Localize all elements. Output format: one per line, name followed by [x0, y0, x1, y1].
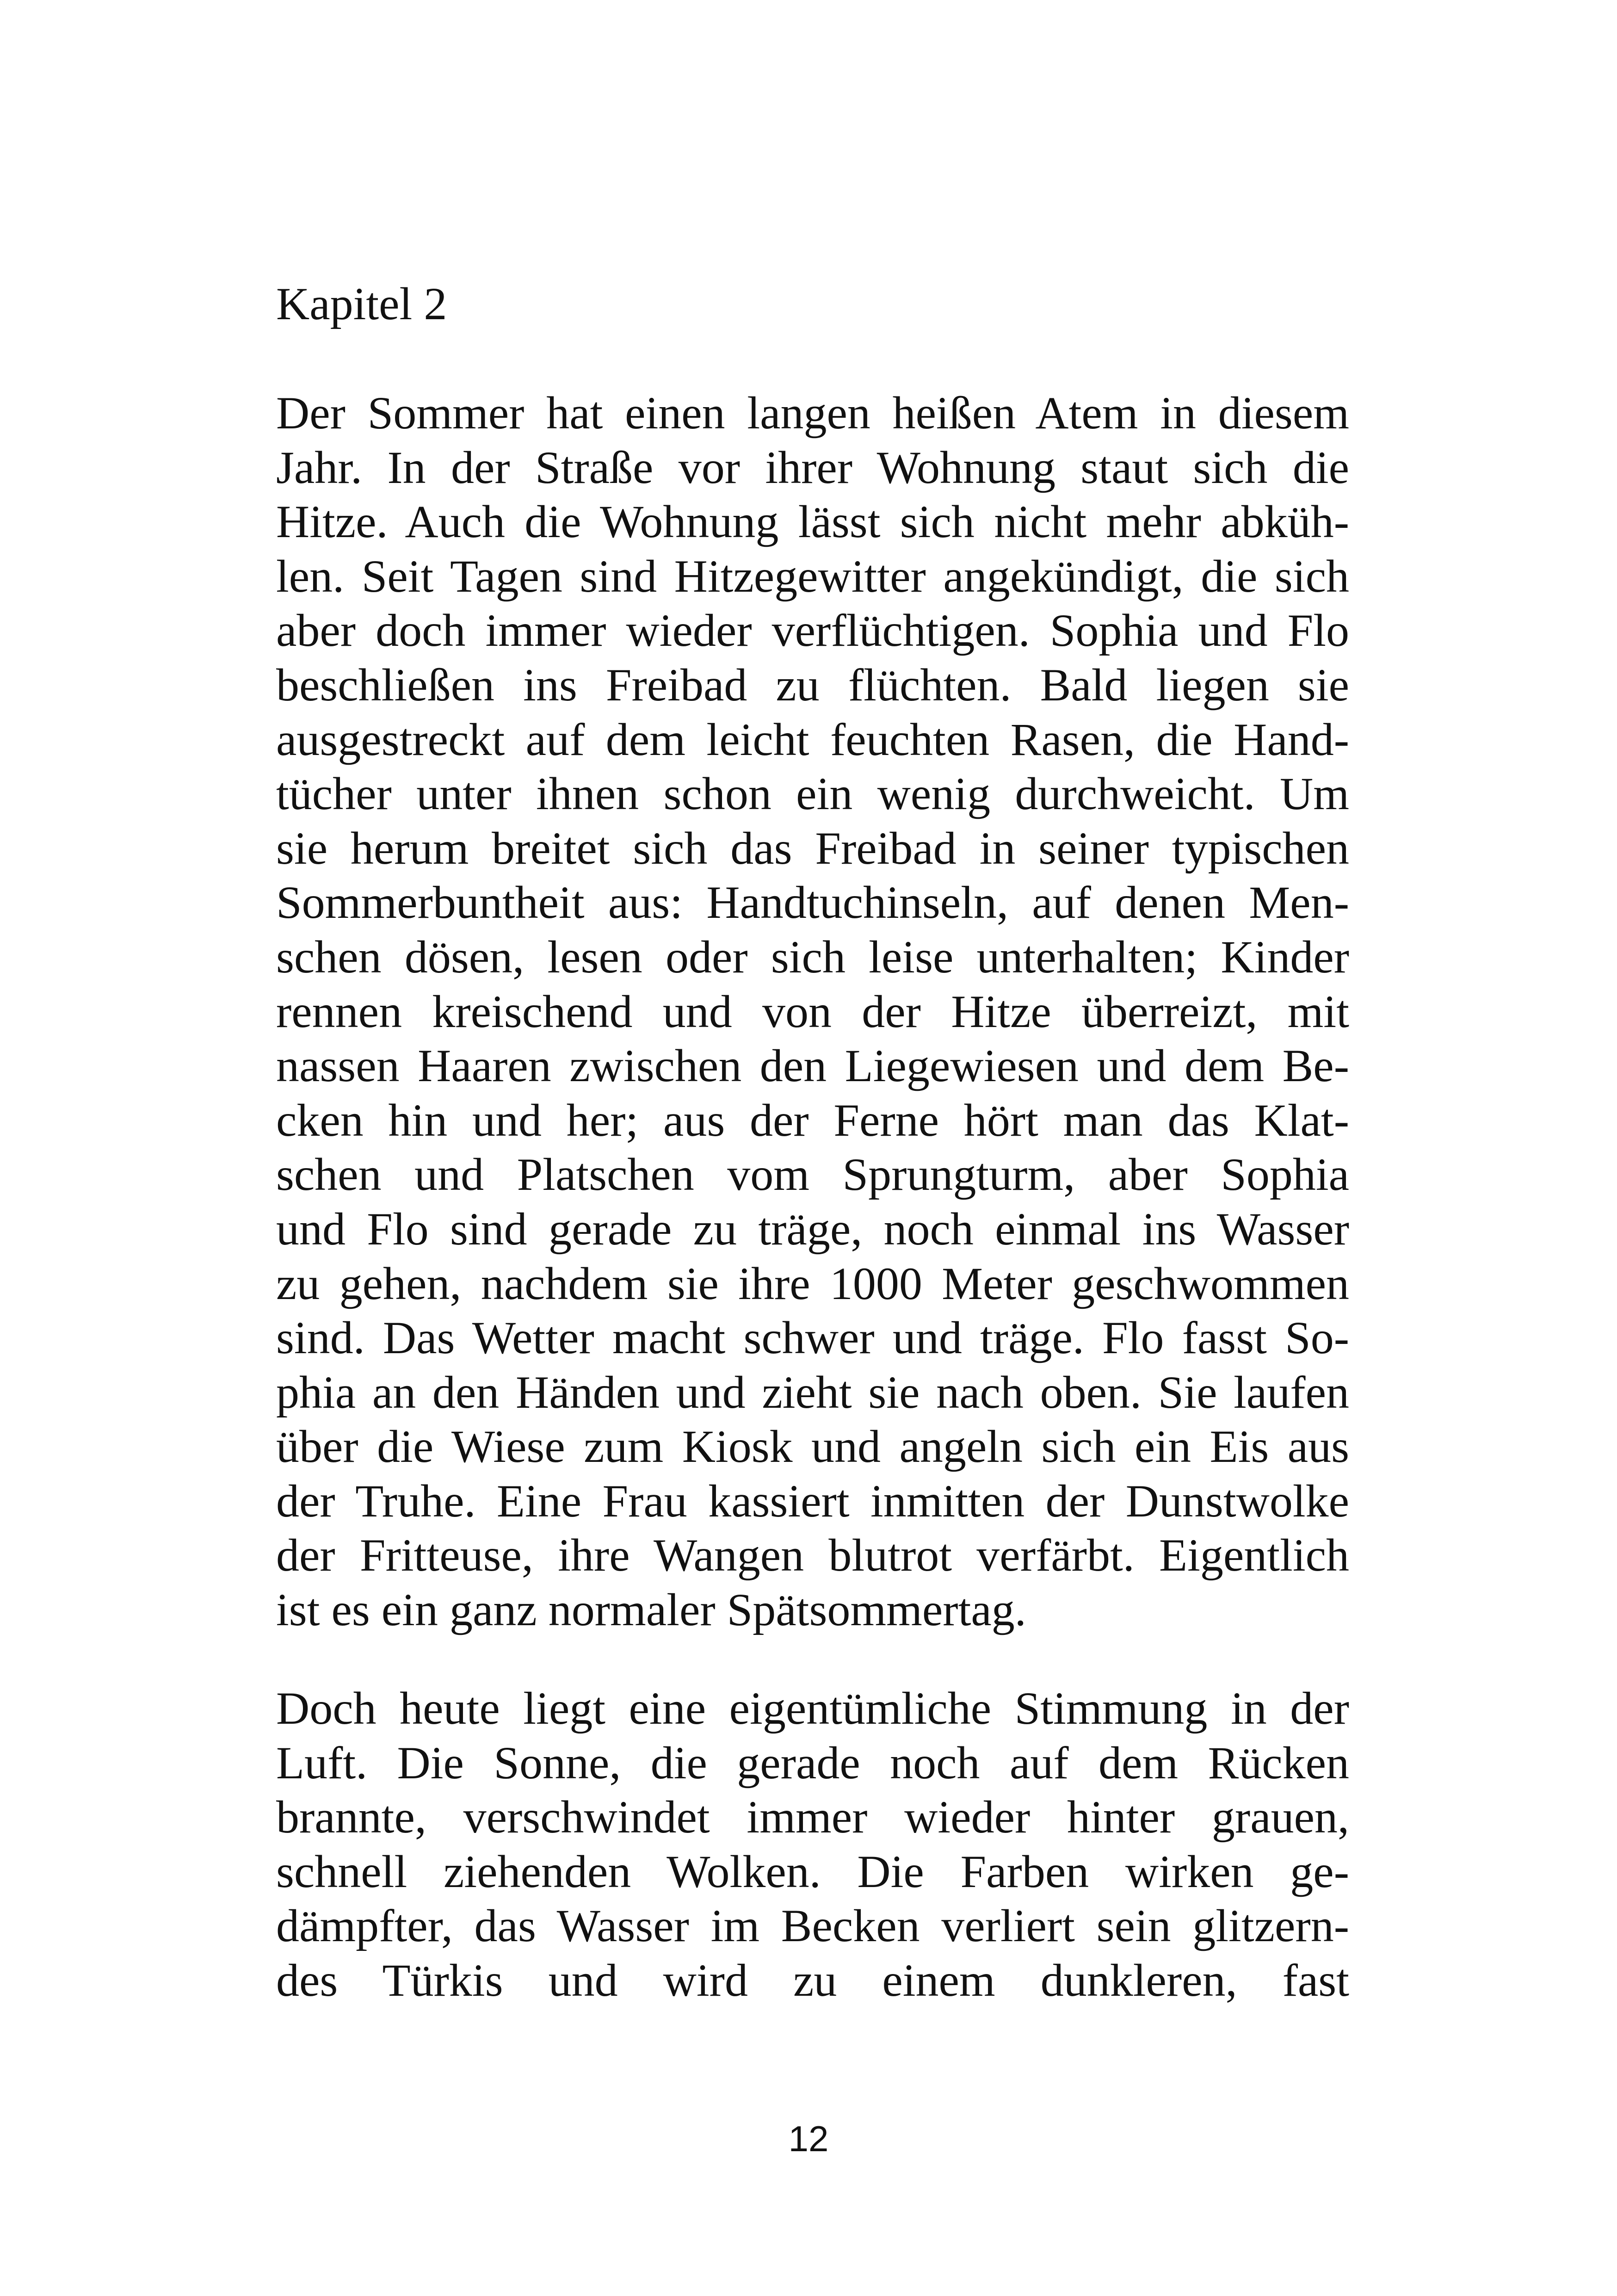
text-line: ist es ein ganz normaler Spätsommertag.	[276, 1584, 1026, 1636]
text-line: zu gehen, nachdem sie ihre 1000 Meter geschwommen	[276, 1257, 1349, 1309]
text-line: Jahr. In der Straße vor ihrer Wohnung staut sich die	[276, 441, 1349, 493]
text-line: der Fritteuse, ihre Wangen blutrot verfärbt. Eigentlich	[276, 1529, 1349, 1581]
text-line: Sommerbuntheit aus: Handtuchinseln, auf denen Men-	[276, 877, 1349, 928]
text-line: beschließen ins Freibad zu flüchten. Bald liegen sie	[276, 659, 1349, 711]
text-line: brannte, verschwindet immer wieder hinter grauen,	[276, 1791, 1349, 1843]
text-line: und Flo sind gerade zu träge, noch einmal ins Wasser	[276, 1203, 1349, 1255]
text-line: sind. Das Wetter macht schwer und träge. Flo fasst So-	[276, 1312, 1349, 1364]
text-line: cken hin und her; aus der Ferne hört man das Klat-	[276, 1094, 1349, 1146]
text-line: Doch heute liegt eine eigentümliche Stimmung in der	[276, 1683, 1349, 1734]
page-number: 12	[788, 2118, 829, 2159]
text-line: Der Sommer hat einen langen heißen Atem in diesem	[276, 387, 1349, 439]
text-line: len. Seit Tagen sind Hitzegewitter angekündigt, die sich	[276, 550, 1349, 602]
text-line: nassen Haaren zwischen den Liegewiesen und dem Be-	[276, 1040, 1349, 1092]
chapter-title: Kapitel 2	[276, 278, 447, 329]
paragraph-2	[276, 1681, 1349, 2008]
text-line: sie herum breitet sich das Freibad in seiner typischen	[276, 822, 1349, 874]
text-line: dämpfter, das Wasser im Becken verliert sein glitzern-	[276, 1900, 1349, 1952]
text-line: schen dösen, lesen oder sich leise unterhalten; Kinder	[276, 931, 1349, 983]
paragraph-1	[276, 386, 1349, 1637]
text-line: des Türkis und wird zu einem dunkleren, fast	[276, 1954, 1349, 2006]
text-line: rennen kreischend und von der Hitze überreizt, mit	[276, 985, 1349, 1037]
text-line: ausgestreckt auf dem leicht feuchten Rasen, die Hand-	[276, 713, 1349, 765]
text-line: Hitze. Auch die Wohnung lässt sich nicht mehr abküh-	[276, 496, 1349, 548]
text-line: phia an den Händen und zieht sie nach oben. Sie laufen	[276, 1366, 1349, 1418]
text-line: schnell ziehenden Wolken. Die Farben wirken ge-	[276, 1845, 1349, 1897]
text-line: über die Wiese zum Kiosk und angeln sich ein Eis aus	[276, 1421, 1349, 1473]
text-line: der Truhe. Eine Frau kassiert inmitten der Dunstwolke	[276, 1475, 1349, 1527]
text-line: tücher unter ihnen schon ein wenig durchweicht. Um	[276, 768, 1349, 820]
text-line: aber doch immer wieder verflüchtigen. Sophia und Flo	[276, 605, 1349, 656]
text-line: schen und Platschen vom Sprungturm, aber Sophia	[276, 1149, 1349, 1201]
text-line: Luft. Die Sonne, die gerade noch auf dem Rücken	[276, 1737, 1349, 1789]
